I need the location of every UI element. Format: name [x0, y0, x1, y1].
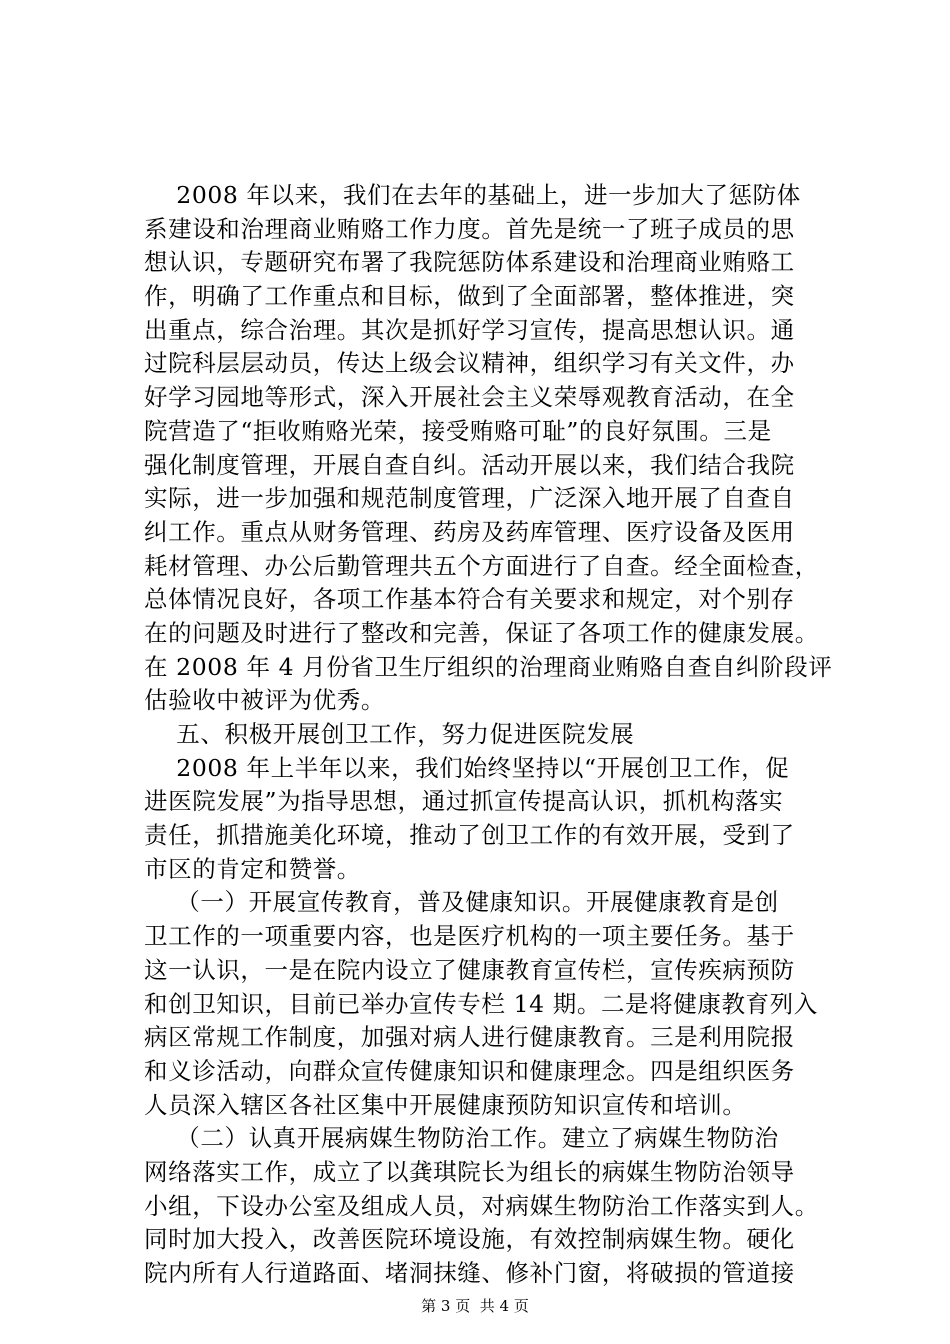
text-line: 同时加大投入，改善医院环境设施，有效控制病媒生物。硬化 — [144, 1225, 795, 1254]
document-body — [144, 179, 832, 1291]
text-line: 病区常规工作制度，加强对病人进行健康教育。三是利用院报 — [144, 1023, 795, 1052]
text-line: 在的问题及时进行了整改和完善，保证了各项工作的健康发展。 — [144, 618, 819, 647]
section-heading: 五、积极开展创卫工作，努力促进医院发展 — [144, 720, 635, 748]
text-line: 网络落实工作，成立了以龚琪院长为组长的病媒生物防治领导 — [144, 1157, 795, 1186]
text-line: 作，明确了工作重点和目标，做到了全面部署，整体推进，突 — [144, 282, 795, 311]
text-line: 院营造了“拒收贿赂光荣，接受贿赂可耻”的良好氛围。三是 — [144, 416, 772, 445]
text-line: 卫工作的一项重要内容，也是医疗机构的一项主要任务。基于 — [144, 922, 795, 951]
text-line: 过院科层层动员，传达上级会议精神，组织学习有关文件，办 — [144, 349, 795, 378]
text-line: 市区的肯定和赞誉。 — [144, 854, 361, 883]
text-line: 在 2008 年 4 月份省卫生厅组织的治理商业贿赂自查自纠阶段评 — [144, 652, 833, 681]
text-line: 好学习园地等形式，深入开展社会主义荣辱观教育活动，在全 — [144, 383, 795, 412]
text-line: （一）开展宣传教育，普及健康知识。开展健康教育是创 — [144, 888, 779, 917]
text-line: 实际，进一步加强和规范制度管理，广泛深入地开展了自查自 — [144, 484, 795, 513]
text-line: 出重点，综合治理。其次是抓好学习宣传，提高思想认识。通 — [144, 315, 795, 344]
text-line: 强化制度管理，开展自查自纠。活动开展以来，我们结合我院 — [144, 450, 795, 479]
text-line: 估验收中被评为优秀。 — [144, 686, 385, 715]
text-line: 想认识，专题研究布署了我院惩防体系建设和治理商业贿赂工 — [144, 248, 795, 277]
page-footer: 第 3 页 共 4 页 — [421, 1297, 529, 1315]
text-line: 和创卫知识，目前已举办宣传专栏 14 期。二是将健康教育列入 — [144, 989, 818, 1018]
text-line: 人员深入辖区各社区集中开展健康预防知识宣传和培训。 — [144, 1090, 747, 1119]
text-line: 进医院发展”为指导思想，通过抓宣传提高认识，抓机构落实 — [144, 787, 784, 816]
text-line: 责任，抓措施美化环境，推动了创卫工作的有效开展，受到了 — [144, 821, 795, 850]
text-line: 小组，下设办公室及组成人员，对病媒生物防治工作落实到人。 — [144, 1191, 819, 1220]
text-line: 2008 年以来，我们在去年的基础上，进一步加大了惩防体 — [144, 181, 801, 209]
text-line: 院内所有人行道路面、堵洞抹缝、修补门窗，将破损的管道接 — [144, 1259, 795, 1287]
text-line: 2008 年上半年以来，我们始终坚持以“开展创卫工作，促 — [144, 753, 790, 782]
text-line: 耗材管理、办公后勤管理共五个方面进行了自查。经全面检查， — [144, 551, 819, 580]
text-line: 这一认识，一是在院内设立了健康教育宣传栏，宣传疾病预防 — [144, 955, 795, 984]
text-line: 纠工作。重点从财务管理、药房及药库管理、医疗设备及医用 — [144, 517, 795, 546]
text-line: （二）认真开展病媒生物防治工作。建立了病媒生物防治 — [144, 1124, 779, 1153]
text-line: 系建设和治理商业贿赂工作力度。首先是统一了班子成员的思 — [144, 214, 795, 243]
text-line: 和义诊活动，向群众宣传健康知识和健康理念。四是组织医务 — [144, 1056, 795, 1085]
text-line: 总体情况良好，各项工作基本符合有关要求和规定，对个别存 — [144, 585, 795, 614]
